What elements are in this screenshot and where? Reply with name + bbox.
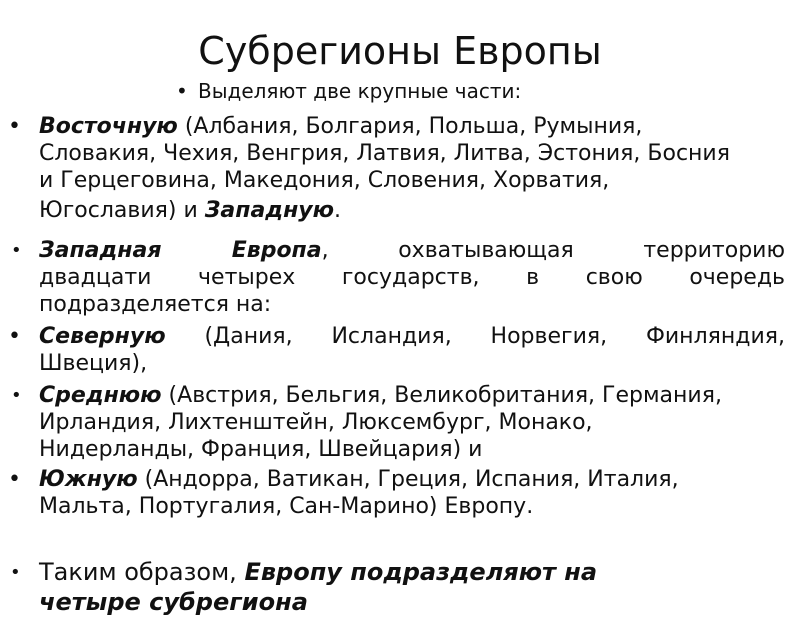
northern-line-2: Швеция), bbox=[39, 351, 148, 376]
conclusion bbox=[10, 557, 598, 616]
central-list-1: (Австрия, Бельгия, Великобритания, Германия, bbox=[161, 383, 722, 408]
eastern-line-4 bbox=[39, 197, 785, 224]
bullet-icon: • bbox=[11, 385, 22, 406]
eastern-line-1 bbox=[39, 113, 785, 140]
bullet-central bbox=[11, 382, 785, 463]
conclusion-cutoff: четыре субрегиона bbox=[39, 588, 308, 616]
bullet-icon: • bbox=[8, 467, 21, 492]
eastern-term: Восточную bbox=[39, 114, 178, 139]
central-line-2: Ирландия, Лихтенштейн, Люксембург, Монако, bbox=[39, 410, 593, 435]
eastern-line-2: Словакия, Чехия, Венгрия, Латвия, Литва, Эстония, Босния bbox=[39, 141, 730, 166]
eastern-line-3: и Герцеговина, Македония, Словения, Хорватия, bbox=[39, 168, 610, 193]
bullet-eastern bbox=[8, 113, 785, 224]
bullet-icon: • bbox=[8, 324, 21, 349]
southern-line-1 bbox=[39, 466, 785, 493]
conclusion-text: Таким образом, bbox=[39, 558, 245, 586]
conclusion-emphasis: Европу подразделяют на bbox=[244, 558, 598, 586]
western-line-2: двадцати четырех государств, в свою очередь bbox=[39, 265, 785, 290]
bullet-icon: • bbox=[11, 240, 22, 261]
eastern-list-4: Югославия) и bbox=[39, 198, 205, 223]
western-text-1: , охватывающая территорию bbox=[321, 238, 785, 263]
intro-line bbox=[176, 78, 522, 104]
eastern-list-1: (Албания, Болгария, Польша, Румыния, bbox=[177, 114, 643, 139]
northern-line-1 bbox=[39, 323, 785, 350]
bullet-icon: • bbox=[8, 114, 21, 139]
central-line-3: Нидерланды, Франция, Швейцария) и bbox=[39, 437, 483, 462]
bullet-icon: • bbox=[10, 562, 21, 583]
central-line-1 bbox=[39, 382, 785, 409]
western-line-3: подразделяется на: bbox=[39, 292, 272, 317]
intro-text: Выделяют две крупные части: bbox=[198, 79, 522, 103]
northern-list-1: (Дания, Исландия, Норвегия, Финляндия, bbox=[165, 324, 785, 349]
slide-title: Субрегионы Европы bbox=[198, 29, 602, 73]
eastern-line-4-tail: . bbox=[334, 198, 341, 223]
bullet-southern bbox=[8, 466, 785, 520]
bullet-icon: • bbox=[176, 79, 188, 103]
bullet-western bbox=[11, 237, 785, 318]
northern-term: Северную bbox=[39, 324, 166, 349]
southern-list-1: (Андорра, Ватикан, Греция, Испания, Италия, bbox=[137, 467, 679, 492]
western-term: Западная Европа bbox=[39, 238, 322, 263]
bullet-northern bbox=[8, 323, 785, 377]
western-term-inline: Западную bbox=[204, 198, 334, 223]
central-term: Среднюю bbox=[39, 383, 162, 408]
southern-line-2: Мальта, Португалия, Сан-Марино) Европу. bbox=[39, 494, 534, 519]
western-line-1 bbox=[39, 237, 785, 264]
southern-term: Южную bbox=[39, 467, 138, 492]
